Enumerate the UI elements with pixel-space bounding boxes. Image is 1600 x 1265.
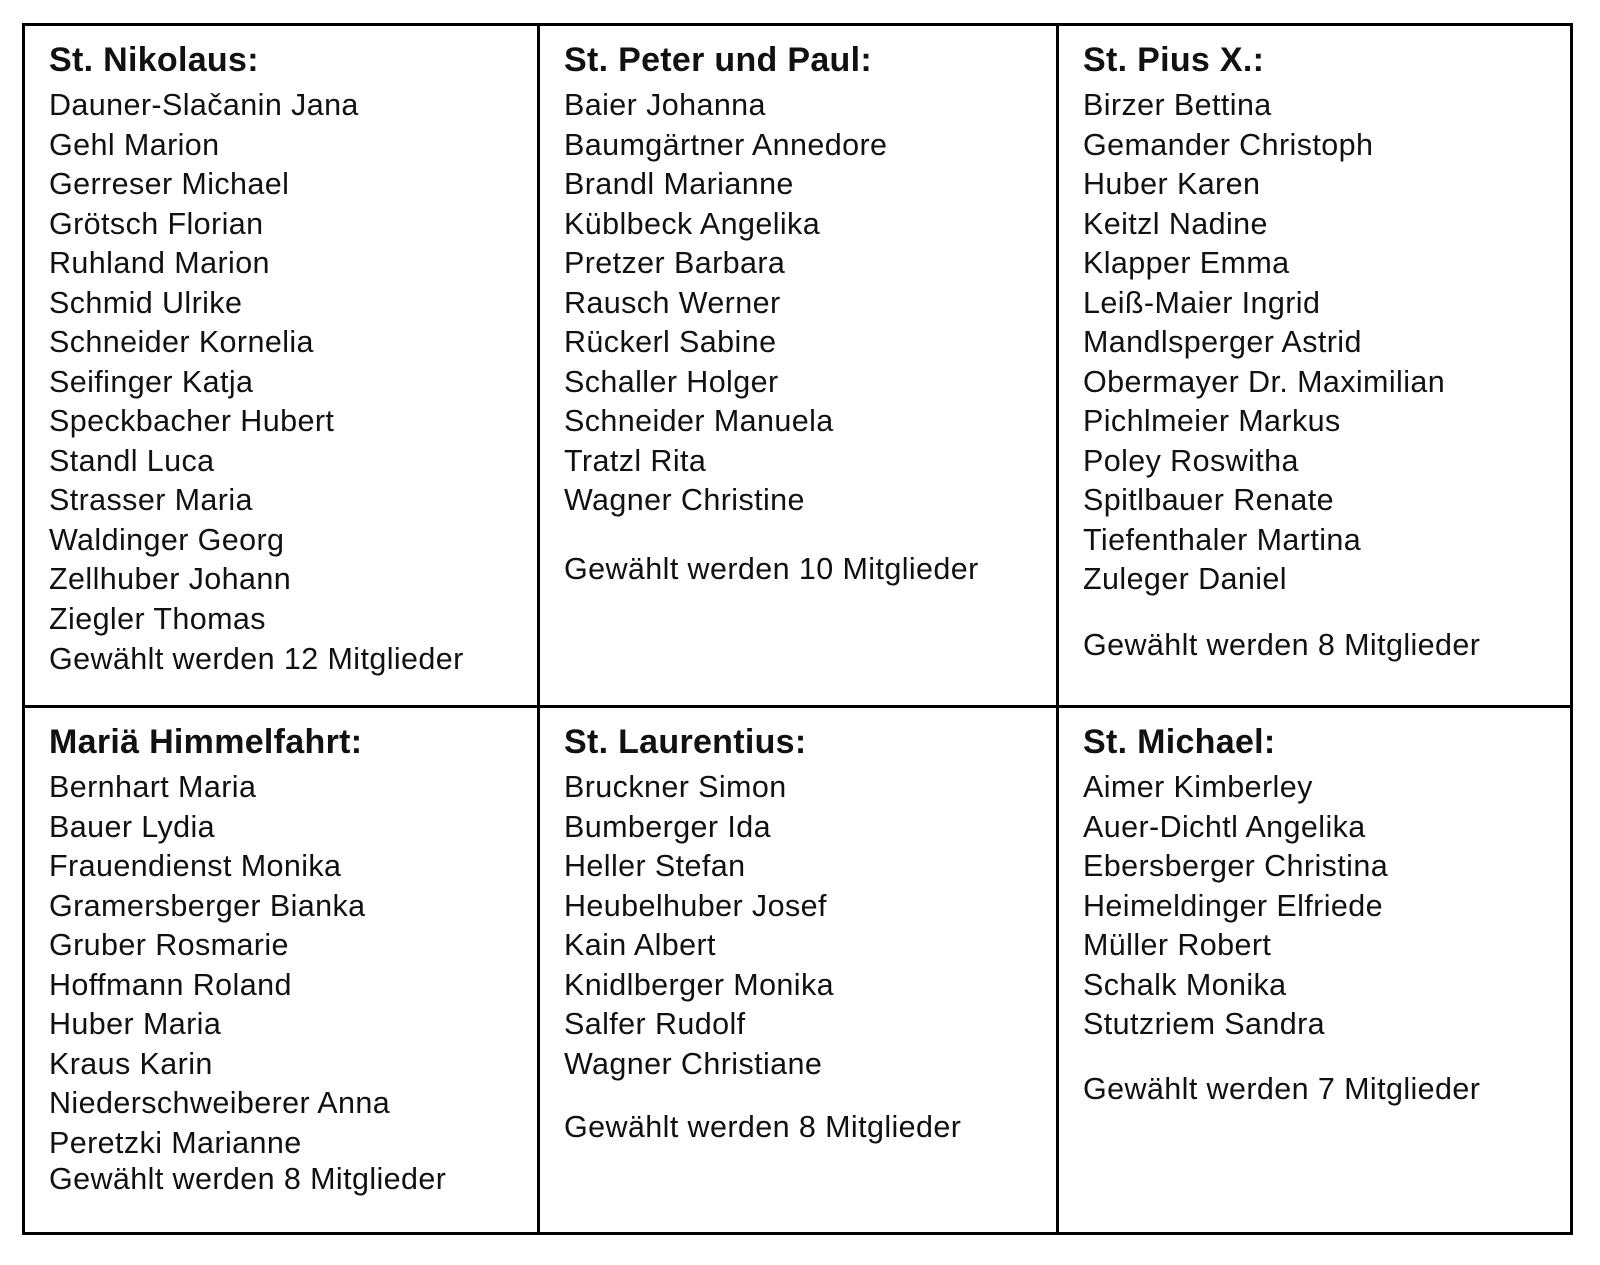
candidate-name: Aimer Kimberley (1083, 770, 1313, 804)
candidate-name: Wagner Christiane (564, 1046, 823, 1081)
candidate-name: Ebersberger Christina (1083, 849, 1389, 883)
candidate-name: Obermayer Dr. Maximilian (1083, 364, 1446, 399)
candidate-name: Schalk Monika (1083, 967, 1287, 1002)
candidate-name: Ruhland Marion (49, 246, 270, 280)
parish-title: St. Pius X.: (1083, 41, 1265, 79)
candidate-list (49, 768, 537, 1163)
candidate-name: Hoffmann Roland (49, 967, 292, 1002)
seats-note: Gewählt werden 10 Mitglieder (564, 552, 979, 586)
parish-title: St. Peter und Paul: (564, 41, 872, 79)
candidate-name: Gemander Christoph (1083, 127, 1374, 162)
candidate-name: Kain Albert (564, 928, 716, 962)
candidate-list (564, 768, 1056, 1084)
candidate-name: Huber Karen (1083, 167, 1261, 201)
candidate-list (49, 86, 537, 639)
candidate-name: Gerreser Michael (49, 167, 290, 201)
candidate-name: Zuleger Daniel (1083, 562, 1287, 596)
candidate-name: Zellhuber Johann (49, 562, 292, 596)
candidate-list (1083, 86, 1570, 600)
candidate-list (1083, 768, 1570, 1045)
candidate-name: Grötsch Florian (49, 206, 264, 241)
candidate-name: Küblbeck Angelika (564, 206, 821, 241)
candidate-name: Schmid Ulrike (49, 285, 243, 320)
seats-note: Gewählt werden 12 Mitglieder (49, 642, 464, 676)
candidate-name: Gehl Marion (49, 127, 220, 162)
candidate-name: Birzer Bettina (1083, 88, 1272, 122)
candidate-name: Klapper Emma (1083, 246, 1290, 280)
candidate-name: Rückerl Sabine (564, 325, 777, 359)
candidate-name: Knidlberger Monika (564, 967, 834, 1002)
parish-title: St. Michael: (1083, 723, 1276, 761)
candidate-name: Bruckner Simon (564, 770, 787, 804)
seats-note: Gewählt werden 8 Mitglieder (49, 1162, 447, 1196)
candidate-name: Heimeldinger Elfriede (1083, 888, 1383, 923)
candidate-name: Peretzki Marianne (49, 1125, 302, 1160)
candidate-name: Tiefenthaler Martina (1083, 522, 1362, 557)
candidate-name: Speckbacher Hubert (49, 404, 335, 438)
candidate-name: Müller Robert (1083, 928, 1272, 962)
candidate-name: Tratzl Rita (564, 443, 707, 478)
candidate-name: Gramersberger Bianka (49, 888, 366, 923)
candidate-name: Pretzer Barbara (564, 246, 786, 280)
candidate-name: Seifinger Katja (49, 364, 254, 399)
candidate-name: Schaller Holger (564, 364, 779, 399)
parish-title: Mariä Himmelfahrt: (49, 723, 363, 761)
seats-note: Gewählt werden 7 Mitglieder (1083, 1072, 1481, 1106)
candidate-name: Poley Roswitha (1083, 443, 1299, 478)
parish-cell-st-laurentius (540, 708, 1059, 1232)
candidate-name: Pichlmeier Markus (1083, 404, 1341, 438)
candidate-name: Frauendienst Monika (49, 849, 342, 883)
candidate-name: Gruber Rosmarie (49, 928, 289, 962)
candidate-name: Heller Stefan (564, 849, 746, 883)
parish-cell-st-pius-x (1059, 26, 1570, 708)
candidate-name: Ziegler Thomas (49, 601, 266, 636)
candidate-list (564, 86, 1056, 521)
seats-note: Gewählt werden 8 Mitglieder (564, 1110, 962, 1144)
candidate-name: Salfer Rudolf (564, 1007, 746, 1041)
candidate-name: Baumgärtner Annedore (564, 127, 888, 162)
candidate-name: Strasser Maria (49, 483, 253, 517)
candidate-name: Niederschweiberer Anna (49, 1086, 391, 1120)
candidate-name: Brandl Marianne (564, 167, 794, 201)
candidate-name: Dauner-Slačanin Jana (49, 88, 359, 122)
parish-title: St. Laurentius: (564, 723, 807, 761)
candidate-name: Bauer Lydia (49, 809, 216, 844)
candidate-name: Heubelhuber Josef (564, 888, 827, 923)
seats-note: Gewählt werden 8 Mitglieder (1083, 628, 1481, 662)
candidate-name: Auer-Dichtl Angelika (1083, 809, 1366, 844)
candidate-name: Baier Johanna (564, 88, 766, 122)
candidate-name: Leiß-Maier Ingrid (1083, 285, 1321, 320)
candidate-name: Kraus Karin (49, 1046, 213, 1081)
candidate-name: Standl Luca (49, 443, 215, 478)
candidate-name: Waldinger Georg (49, 522, 285, 557)
parish-title: St. Nikolaus: (49, 41, 259, 79)
parish-cell-st-peter-und-paul (540, 26, 1059, 708)
candidate-name: Rausch Werner (564, 285, 781, 320)
candidate-name: Schneider Manuela (564, 404, 834, 438)
candidate-name: Mandlsperger Astrid (1083, 325, 1362, 359)
candidate-name: Stutzriem Sandra (1083, 1007, 1326, 1041)
candidate-name: Keitzl Nadine (1083, 206, 1268, 241)
candidate-table (22, 23, 1573, 1235)
parish-cell-st-michael (1059, 708, 1570, 1232)
parish-cell-st-nikolaus (25, 26, 540, 708)
candidate-name: Spitlbauer Renate (1083, 483, 1334, 517)
candidate-name: Bernhart Maria (49, 770, 257, 804)
candidate-name: Bumberger Ida (564, 809, 771, 844)
candidate-name: Huber Maria (49, 1007, 222, 1041)
parish-cell-mariae-himmelfahrt (25, 708, 540, 1232)
candidate-name: Schneider Kornelia (49, 325, 314, 359)
candidate-name: Wagner Christine (564, 483, 805, 517)
